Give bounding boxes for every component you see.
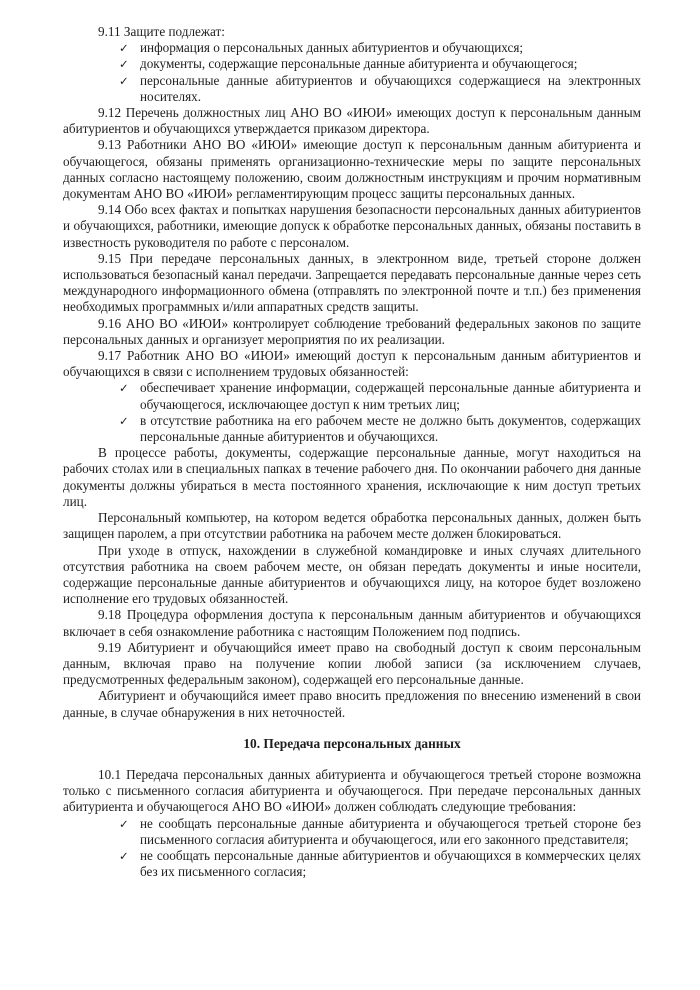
paragraph: 9.19 Абитуриент и обучающийся имеет право на свободный доступ к своим персональным данным, включая право на получение копии любой записи (за исключением случаев, предусмотренных федеральным законом), содержащей его персональные данные. [63, 639, 641, 688]
list-item [63, 380, 641, 412]
list-item-text: персональные данные абитуриентов и обучающихся содержащиеся на электронных носителях. [140, 72, 641, 104]
list-item [63, 413, 641, 445]
paragraph: 9.14 Обо всех фактах и попытках нарушения безопасности персональных данных абитуриентов и обучающихся, работники, имеющие допуск к обработке персональных данных, обязаны поставить в известность руководителя по работе с персоналом. [63, 202, 641, 250]
list-item-text: информация о персональных данных абитуриентов и обучающихся; [140, 40, 524, 56]
section-heading: 10. Передача персональных данных [243, 735, 461, 751]
list-item [63, 73, 641, 105]
paragraph: 9.11 Защите подлежат: [98, 24, 225, 39]
checkmark-icon: ✓ [119, 848, 129, 863]
list-item-text: не сообщать персональные данные абитуриента и обучающегося третьей стороне без письменного согласия абитуриента и обучающегося, или его законного представителя; [140, 815, 641, 847]
paragraph: 9.12 Перечень должностных лиц АНО ВО «ИЮИ» имеющих доступ к персональным данным абитуриентов и обучающихся утверждается приказом директора. [63, 105, 641, 137]
checkmark-icon: ✓ [119, 381, 129, 396]
list-item [63, 848, 641, 880]
checkmark-icon: ✓ [119, 41, 129, 56]
paragraph: При уходе в отпуск, нахождении в служебной командировке и иных случаях длительного отсутствия работника на своем рабочем месте, он обязан передать документы и иные носители, содержащие персональные данные абитуриентов и обучающихся лицу, на которое будет возложено исполнение его трудовых обязанностей. [63, 542, 641, 607]
paragraph: В процессе работы, документы, содержащие персональные данные, могут находиться на рабочих столах или в специальных папках в течение рабочего дня. По окончании рабочего дня данные документы должны убираться в места постоянного хранения, исключающие к ним доступ третьих лиц. [63, 445, 641, 509]
paragraph: Персональный компьютер, на котором ведется обработка персональных данных, должен быть защищен паролем, а при отсутствии работника на рабочем месте должен блокироваться. [63, 510, 641, 542]
list-item [63, 40, 641, 56]
list-item-text: не сообщать персональные данные абитуриентов и обучающихся в коммерческих целях без их письменного согласия; [140, 847, 641, 880]
list-item-text: обеспечивает хранение информации, содержащей персональные данные абитуриента и обучающегося, исключающее доступ к ним третьих лиц; [140, 380, 641, 412]
checkmark-icon: ✓ [119, 57, 129, 72]
paragraph: 9.15 При передаче персональных данных, в электронном виде, третьей стороне должен использоваться безопасный канал передачи. Запрещается передавать персональные данные через сеть международного информационного обмена (отправлять по электронной почте и т.п.) без применения необходимых программных и/или аппаратных средств защиты. [63, 250, 641, 315]
paragraph: Абитуриент и обучающийся имеет право вносить предложения по внесению изменений в свои данные, в случае обнаружения в них неточностей. [63, 688, 641, 720]
list-item-text: в отсутствие работника на его рабочем месте не должно быть документов, содержащих персональные данные абитуриентов и обучающихся. [140, 412, 641, 445]
list-item-text: документы, содержащие персональные данные абитуриента и обучающегося; [140, 56, 578, 72]
checkmark-icon: ✓ [119, 816, 129, 831]
list-item [63, 816, 641, 848]
paragraph: 9.18 Процедура оформления доступа к персональным данным абитуриентов и обучающихся включает в себя ознакомление работника с настоящим Положением под подпись. [63, 607, 641, 639]
list-item [63, 56, 641, 72]
paragraph: 9.16 АНО ВО «ИЮИ» контролирует соблюдение требований федеральных законов по защите персональных данных и организует мероприятия по их реализации. [63, 315, 641, 347]
paragraph: 10.1 Передача персональных данных абитуриента и обучающегося третьей стороне возможна только с письменного согласия абитуриента и обучающегося. При передаче персональных данных абитуриента и обучающегося АНО ВО «ИЮИ» должен соблюдать следующие требования: [63, 766, 641, 815]
paragraph: 9.13 Работники АНО ВО «ИЮИ» имеющие доступ к персональным данным абитуриента и обучающегося, обязаны применять организационно-технические меры по защите персональных данных согласно настоящему положению, своим должностным инструкциям и прочим нормативным документам АНО ВО «ИЮИ» регламентирующим процесс защиты персональных данных. [63, 137, 641, 202]
paragraph: 9.17 Работник АНО ВО «ИЮИ» имеющий доступ к персональным данным абитуриентов и обучающихся в связи с исполнением трудовых обязанностей: [63, 348, 641, 380]
checkmark-icon: ✓ [119, 413, 129, 428]
checkmark-icon: ✓ [119, 73, 129, 88]
